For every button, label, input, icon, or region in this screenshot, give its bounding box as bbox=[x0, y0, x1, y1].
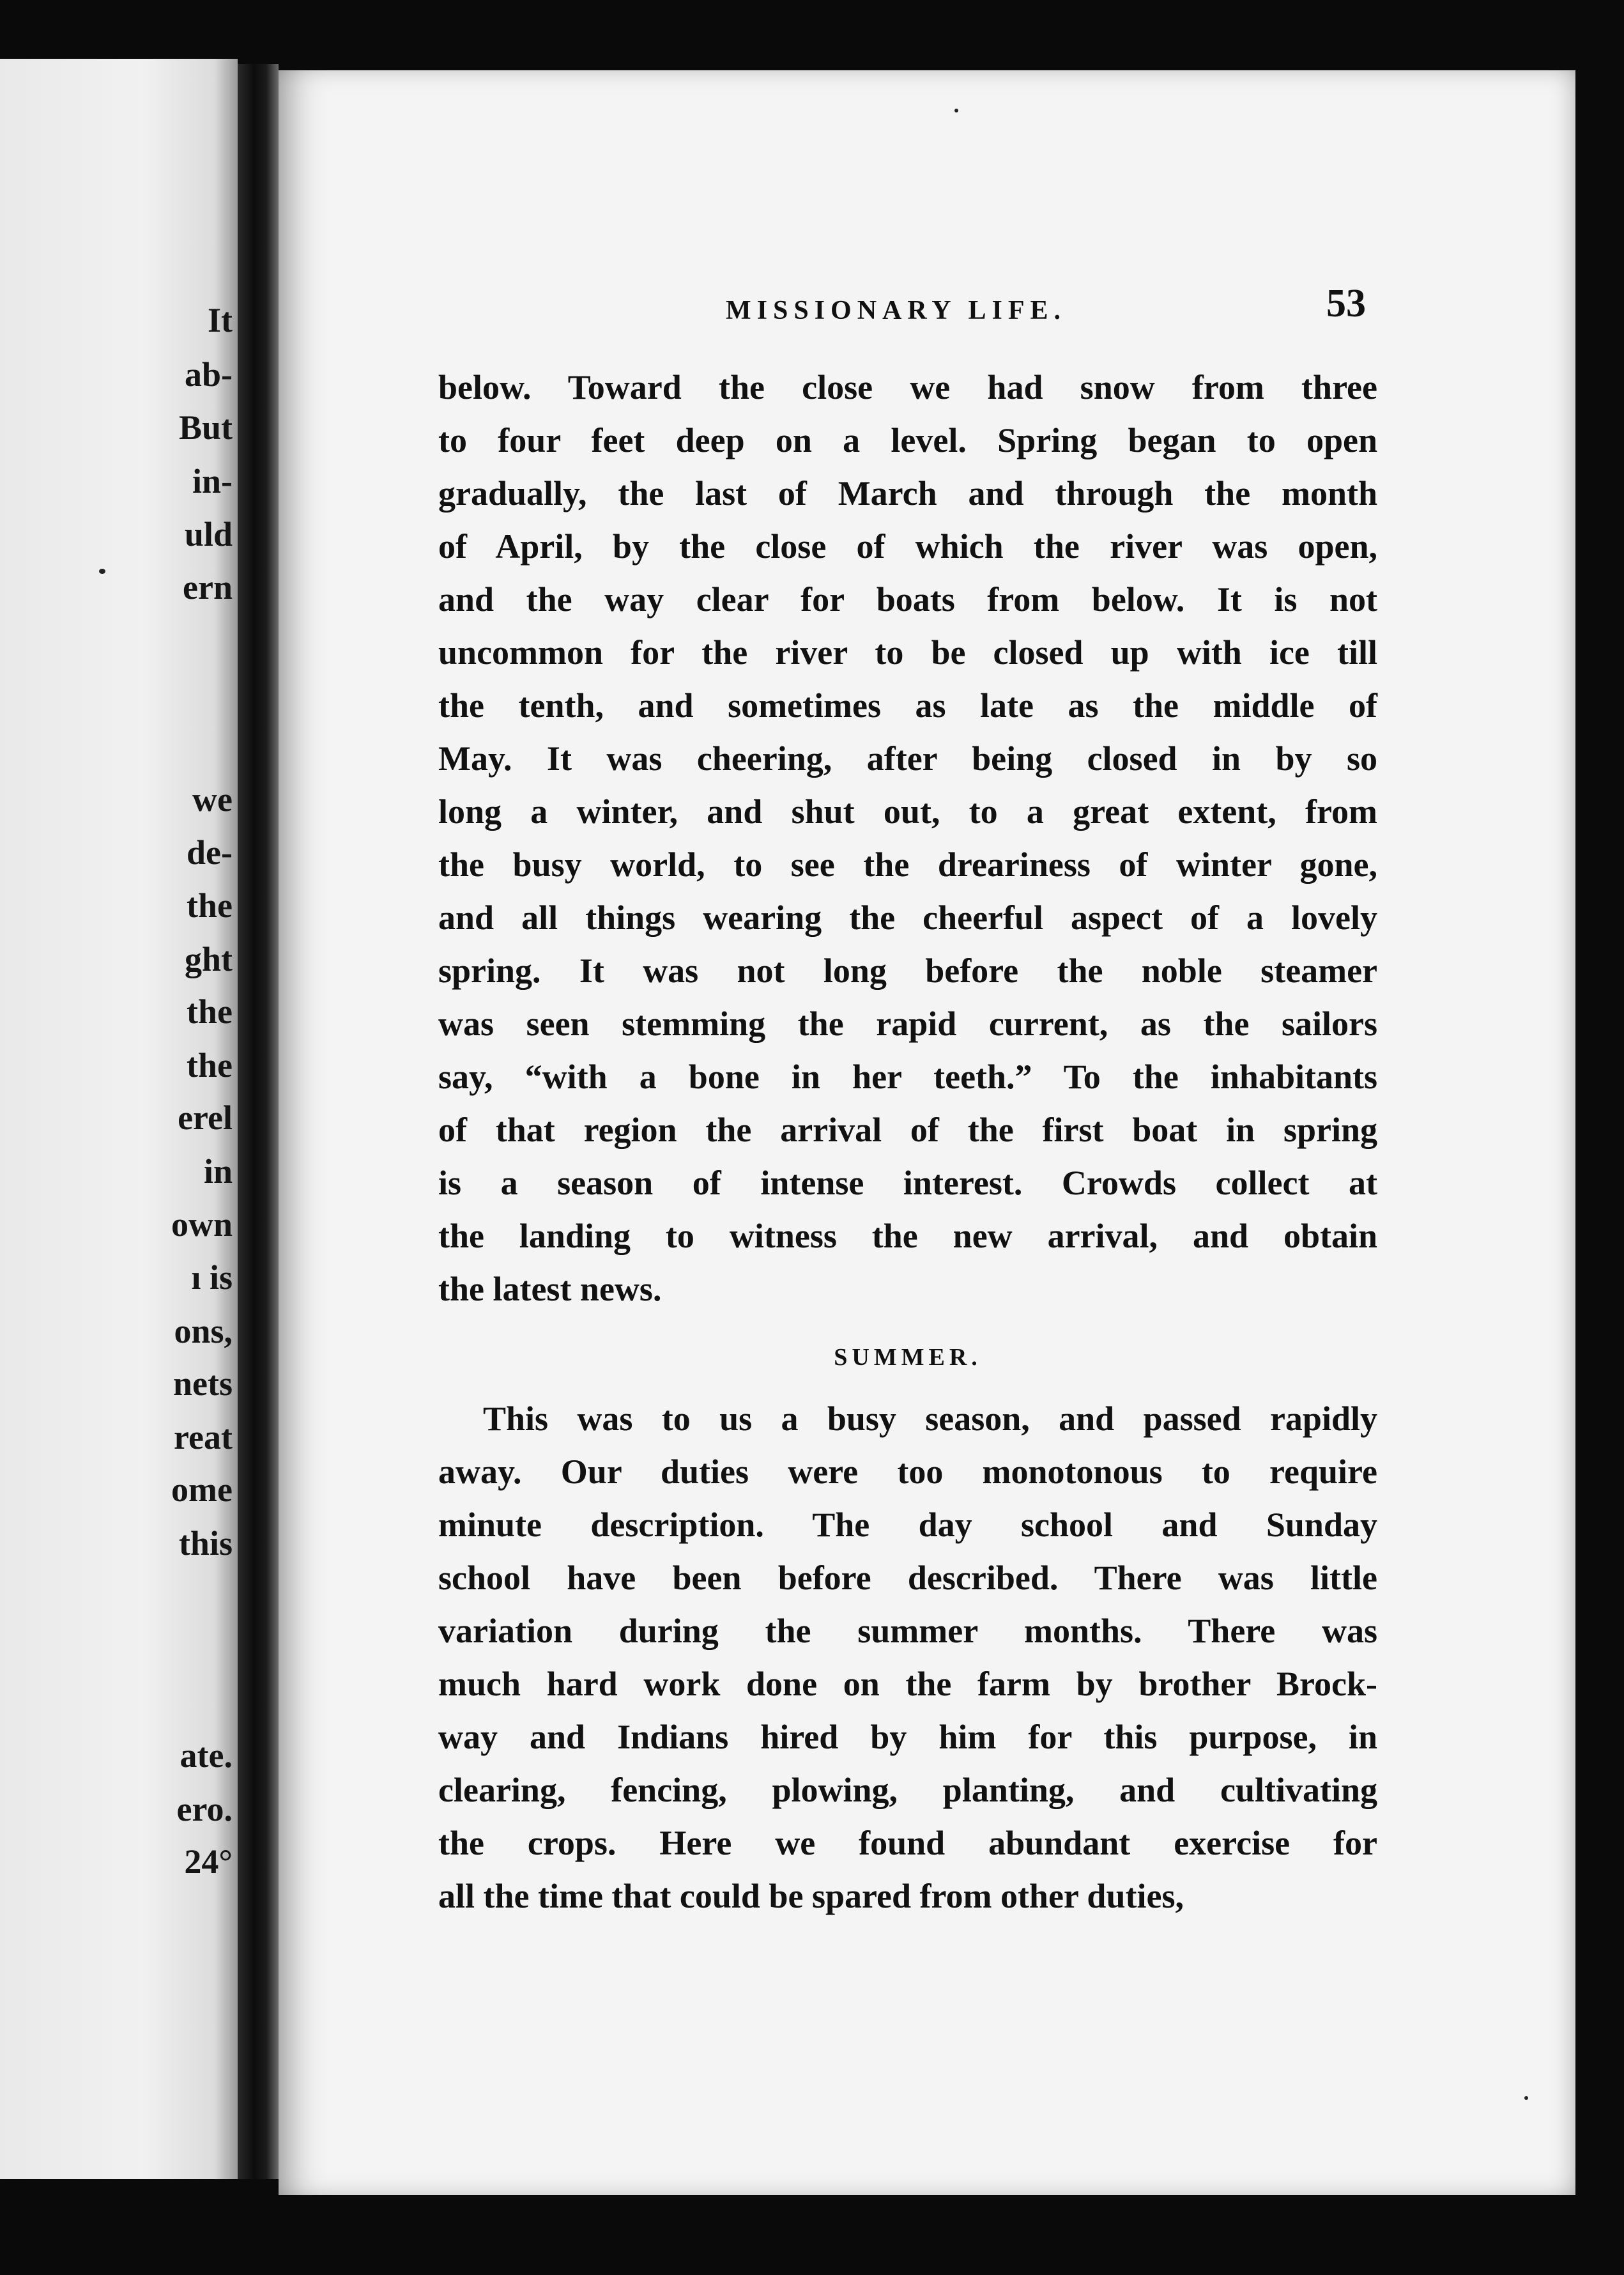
previous-page-line-ending: ab- bbox=[184, 355, 233, 394]
text-line: the latest news. bbox=[438, 1270, 662, 1308]
current-page bbox=[279, 70, 1575, 2195]
running-head: MISSIONARY LIFE. bbox=[726, 296, 1067, 325]
previous-page-line-ending: 24° bbox=[184, 1842, 233, 1881]
text-line: gradually, the last of March and through the month bbox=[438, 474, 1377, 513]
text-line: the tenth, and sometimes as late as the middle of bbox=[438, 686, 1377, 725]
book-gutter bbox=[238, 64, 279, 2179]
paragraph-spring bbox=[438, 361, 1377, 1316]
section-heading: SUMMER. bbox=[834, 1344, 982, 1371]
text-line: variation during the summer months. There was bbox=[438, 1612, 1377, 1650]
previous-page-line-ending: this bbox=[178, 1524, 233, 1562]
text-line: much hard work done on the farm by brother Brock- bbox=[438, 1665, 1377, 1703]
paragraph-summer bbox=[438, 1392, 1377, 1923]
previous-page-line-ending: ght bbox=[184, 940, 233, 978]
text-line: uncommon for the river to be closed up with ice till bbox=[438, 633, 1377, 672]
scan-speck bbox=[1524, 2096, 1528, 2100]
page-number: 53 bbox=[1326, 282, 1366, 325]
previous-page-line-ending: we bbox=[192, 780, 233, 819]
previous-page-line-ending: ate. bbox=[180, 1736, 233, 1775]
text-line: This was to us a busy season, and passed rapidly bbox=[483, 1400, 1377, 1438]
previous-page-line-ending: ern bbox=[183, 568, 233, 606]
text-line: May. It was cheering, after being closed in by so bbox=[438, 739, 1377, 778]
previous-page-line-ending: the bbox=[187, 1046, 233, 1084]
text-line: of April, by the close of which the river was open, bbox=[438, 527, 1377, 566]
text-line: away. Our duties were too monotonous to require bbox=[438, 1453, 1377, 1491]
text-line: the busy world, to see the dreariness of winter gone, bbox=[438, 845, 1377, 884]
text-line: minute description. The day school and Sunday bbox=[438, 1506, 1377, 1544]
scan-speck bbox=[954, 109, 958, 112]
text-line: clearing, fencing, plowing, planting, and cultivating bbox=[438, 1771, 1377, 1809]
previous-page-line-ending: nets bbox=[173, 1364, 233, 1403]
previous-page-line-ending: in- bbox=[192, 462, 233, 500]
previous-page-line-ending: uld bbox=[184, 515, 233, 553]
text-line: the landing to witness the new arrival, and obtain bbox=[438, 1217, 1377, 1255]
text-line: and all things wearing the cheerful aspect of a lovely bbox=[438, 898, 1377, 937]
scan-speck bbox=[99, 569, 105, 574]
previous-page-line-ending: erel bbox=[178, 1099, 233, 1137]
page-header bbox=[279, 281, 1575, 351]
previous-page-line-ending: ero. bbox=[176, 1790, 233, 1828]
previous-page-fragment bbox=[0, 59, 238, 2179]
previous-page-line-ending: reat bbox=[174, 1418, 233, 1456]
previous-page-line-ending: ome bbox=[171, 1470, 233, 1509]
previous-page-line-ending: the bbox=[187, 992, 233, 1031]
text-line: is a season of intense interest. Crowds collect at bbox=[438, 1164, 1377, 1202]
text-line: below. Toward the close we had snow from three bbox=[438, 368, 1377, 406]
page-body bbox=[438, 361, 1377, 1923]
previous-page-line-endings bbox=[0, 59, 238, 2179]
text-line: the crops. Here we found abundant exercise for bbox=[438, 1824, 1377, 1862]
text-line: to four feet deep on a level. Spring began to open bbox=[438, 421, 1377, 459]
text-line: say, “with a bone in her teeth.” To the inhabitants bbox=[438, 1058, 1377, 1096]
previous-page-line-ending: ı is bbox=[191, 1258, 233, 1297]
text-line: of that region the arrival of the first boat in spring bbox=[438, 1111, 1377, 1149]
text-line: long a winter, and shut out, to a great extent, from bbox=[438, 792, 1377, 831]
text-line: spring. It was not long before the noble steamer bbox=[438, 952, 1377, 990]
text-line: was seen stemming the rapid current, as the sailors bbox=[438, 1005, 1377, 1043]
text-line: way and Indians hired by him for this purpose, in bbox=[438, 1718, 1377, 1756]
text-line: all the time that could be spared from other duties, bbox=[438, 1877, 1184, 1915]
text-line: and the way clear for boats from below. It is not bbox=[438, 580, 1377, 619]
previous-page-line-ending: the bbox=[187, 886, 233, 925]
previous-page-line-ending: ons, bbox=[174, 1312, 233, 1350]
previous-page-line-ending: It bbox=[208, 301, 233, 339]
previous-page-line-ending: de- bbox=[187, 833, 233, 872]
text-line: school have been before described. There was little bbox=[438, 1559, 1377, 1597]
previous-page-line-ending: But bbox=[178, 408, 233, 447]
previous-page-line-ending: own bbox=[171, 1205, 233, 1244]
previous-page-line-ending: in bbox=[203, 1152, 233, 1191]
